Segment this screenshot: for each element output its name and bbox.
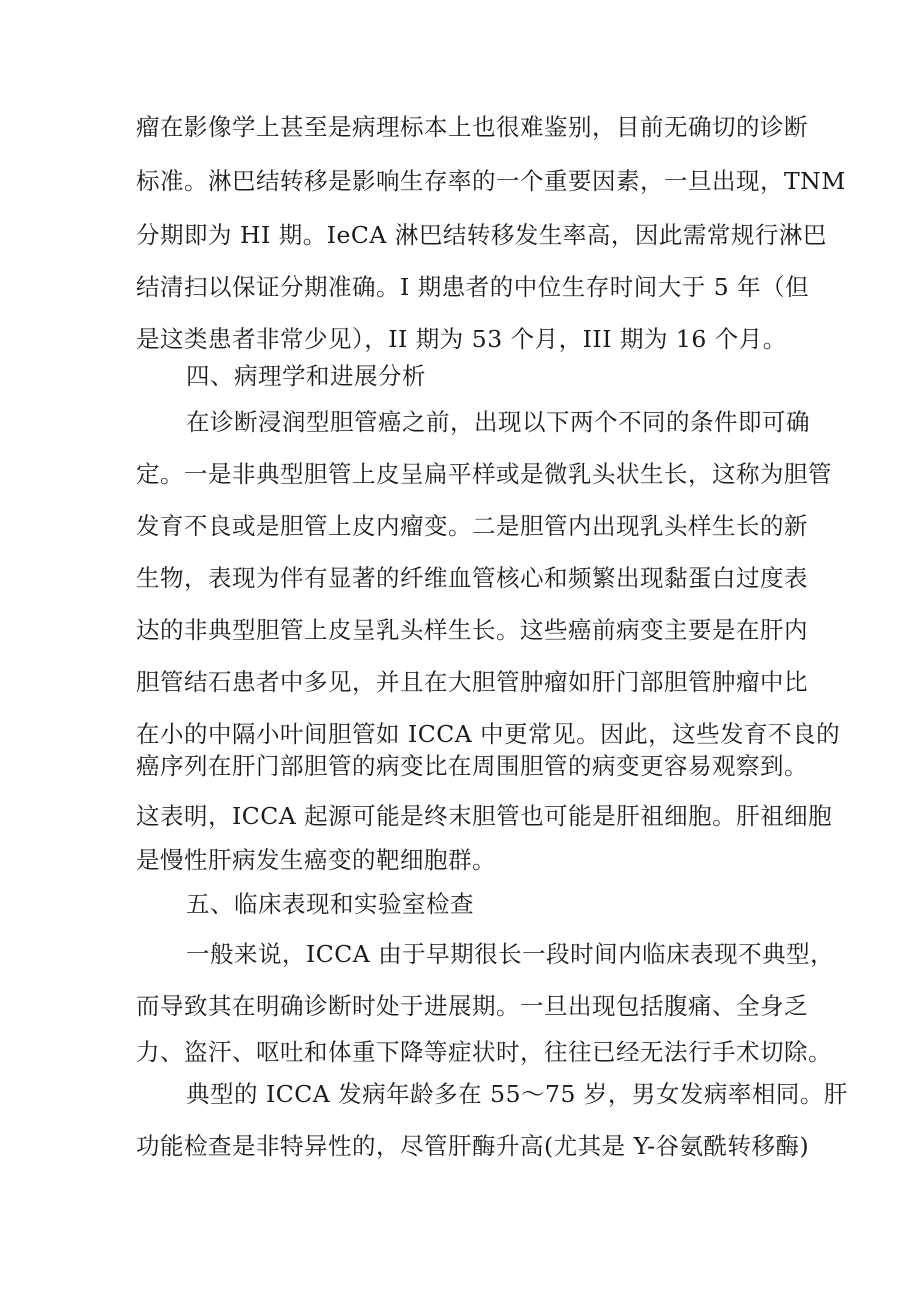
section-heading: 五、临床表现和实验室检查 (186, 890, 474, 918)
text-line: 而导致其在明确诊断时处于进展期。一旦出现包括腹痛、全身乏 (136, 992, 808, 1020)
text-line: 达的非典型胆管上皮呈乳头样生长。这些癌前病变主要是在肝内 (136, 616, 808, 644)
text-line: 瘤在影像学上甚至是病理标本上也很难鉴别，目前无确切的诊断 (136, 113, 808, 141)
section-heading: 四、病理学和进展分析 (186, 362, 426, 390)
text-line: 定。一是非典型胆管上皮呈扁平样或是微乳头状生长，这称为胆管 (136, 460, 832, 488)
text-line: 结清扫以保证分期准确。I 期患者的中位生存时间大于 5 年（但 (136, 273, 810, 301)
text-line: 是这类患者非常少见），II 期为 53 个月，III 期为 16 个月。 (136, 325, 787, 353)
text-line: 力、盗汗、呕吐和体重下降等症状时，往往已经无法行手术切除。 (136, 1038, 832, 1066)
text-line: 发育不良或是胆管上皮内瘤变。二是胆管内出现乳头样生长的新 (136, 512, 808, 540)
text-line: 这表明，ICCA 起源可能是终末胆管也可能是肝祖细胞。肝祖细胞 (136, 802, 833, 830)
text-line: 生物，表现为伴有显著的纤维血管核心和频繁出现黏蛋白过度表 (136, 564, 808, 592)
text-line: 标准。淋巴结转移是影响生存率的一个重要因素，一旦出现，TNM (136, 167, 846, 195)
text-line: 是慢性肝病发生癌变的靶细胞群。 (136, 846, 496, 874)
text-line: 分期即为 HI 期。IeCA 淋巴结转移发生率高，因此需常规行淋巴 (136, 221, 827, 249)
text-line: 癌序列在肝门部胆管的病变比在周围胆管的病变更容易观察到。 (136, 752, 808, 780)
text-line: 典型的 ICCA 发病年龄多在 55～75 岁，男女发病率相同。肝 (186, 1080, 848, 1108)
text-line: 在诊断浸润型胆管癌之前，出现以下两个不同的条件即可确 (186, 408, 810, 436)
text-line: 一般来说，ICCA 由于早期很长一段时间内临床表现不典型， (186, 940, 835, 968)
text-line: 胆管结石患者中多见，并且在大胆管肿瘤如肝门部胆管肿瘤中比 (136, 668, 808, 696)
text-line: 在小的中隔小叶间胆管如 ICCA 中更常见。因此，这些发育不良的 (136, 720, 841, 748)
text-line: 功能检查是非特异性的，尽管肝酶升高(尤其是 Y-谷氨酰转移酶) (136, 1132, 810, 1160)
